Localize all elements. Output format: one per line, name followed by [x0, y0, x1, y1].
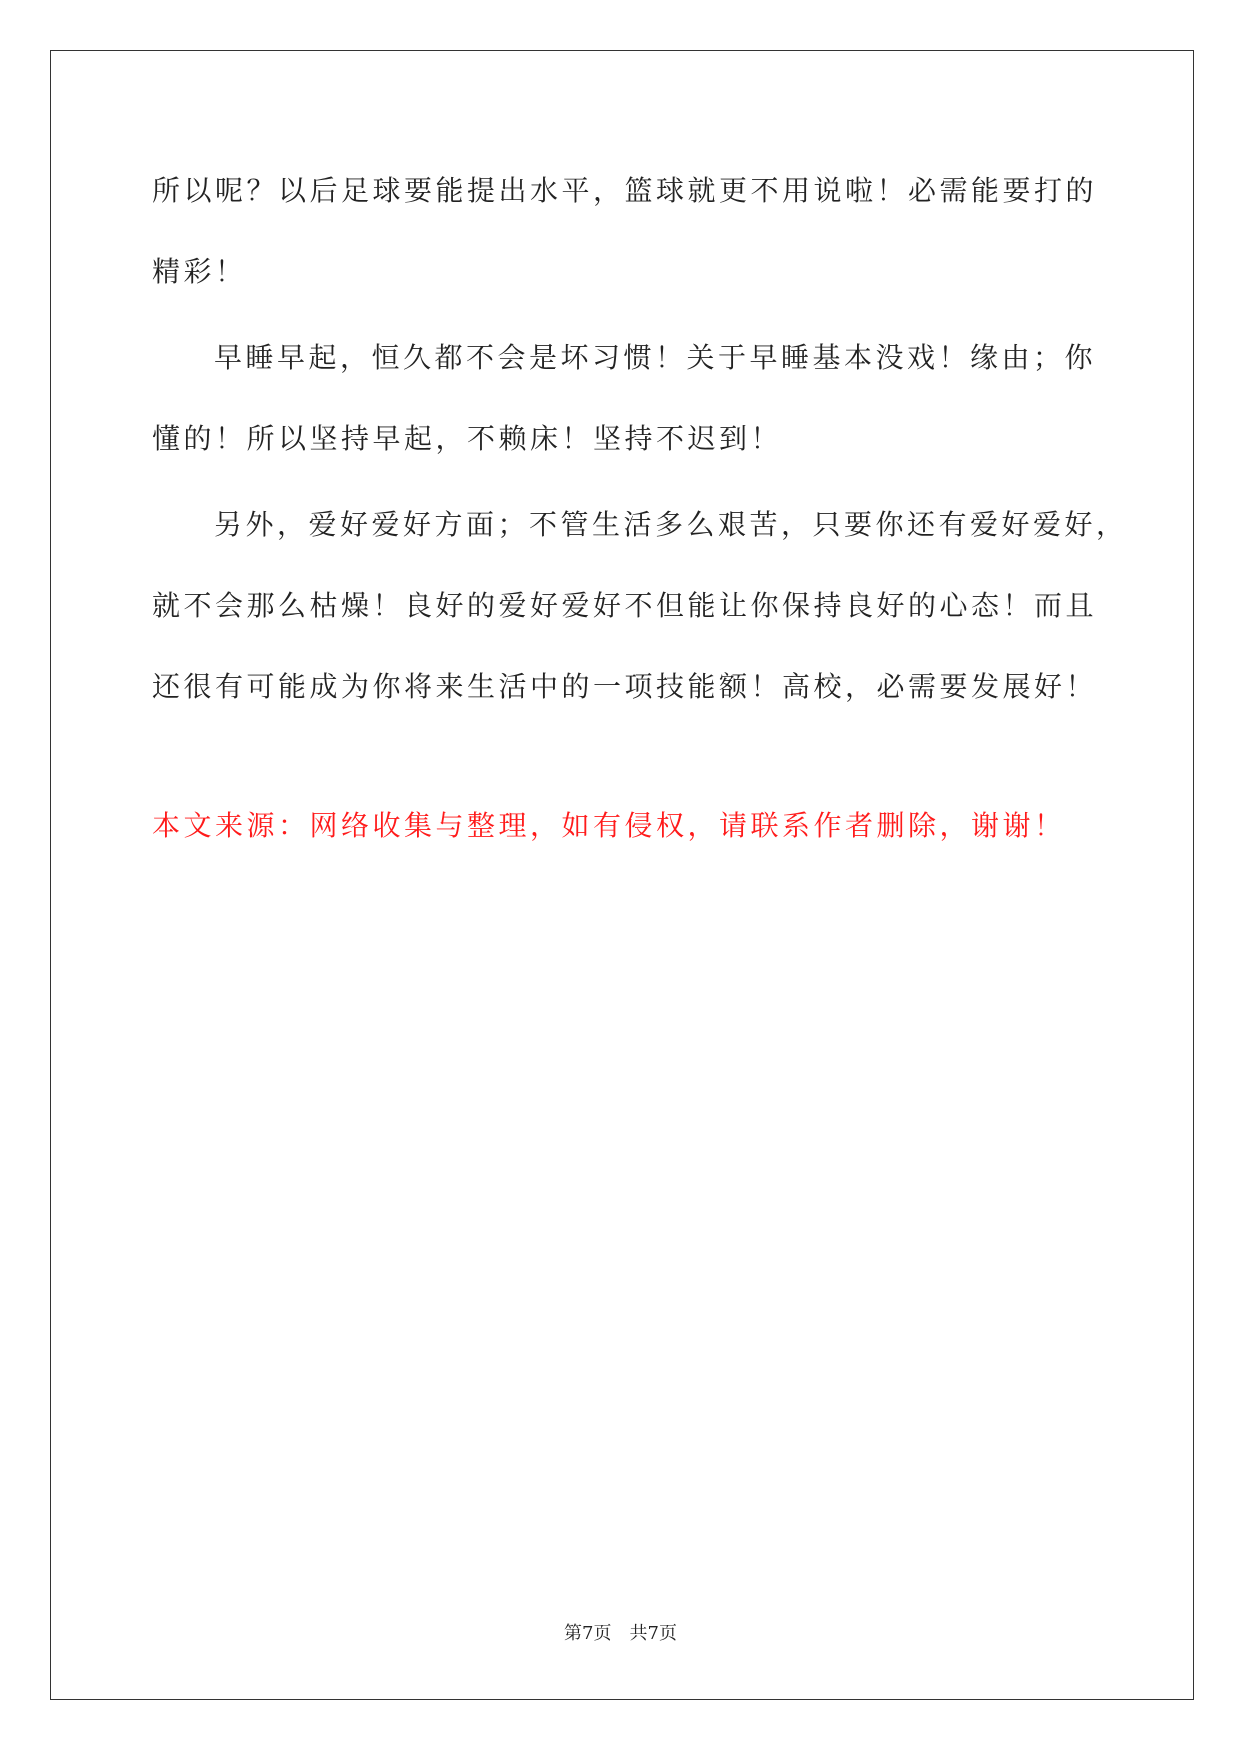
paragraph-line-5: 另外，爱好爱好方面；不管生活多么艰苦，只要你还有爱好爱好， — [214, 508, 1128, 541]
page-number-total: 共7页 — [629, 1623, 677, 1644]
page-number-current: 第7页 — [564, 1623, 612, 1644]
paragraph-line-7: 还很有可能成为你将来生活中的一项技能额！高校，必需要发展好！ — [152, 670, 1098, 703]
paragraph-line-1: 所以呢？以后足球要能提出水平，篮球就更不用说啦！必需能要打的 — [152, 174, 1098, 207]
source-disclaimer: 本文来源：网络收集与整理，如有侵权，请联系作者删除，谢谢！ — [152, 809, 1066, 842]
paragraph-line-2: 精彩！ — [152, 255, 247, 288]
paragraph-line-6: 就不会那么枯燥！良好的爱好爱好不但能让你保持良好的心态！而且 — [152, 589, 1098, 622]
paragraph-line-4: 懂的！所以坚持早起，不赖床！坚持不迟到！ — [152, 422, 783, 455]
page-footer — [0, 1622, 1241, 1646]
paragraph-line-3: 早睡早起，恒久都不会是坏习惯！关于早睡基本没戏！缘由；你 — [214, 341, 1097, 374]
